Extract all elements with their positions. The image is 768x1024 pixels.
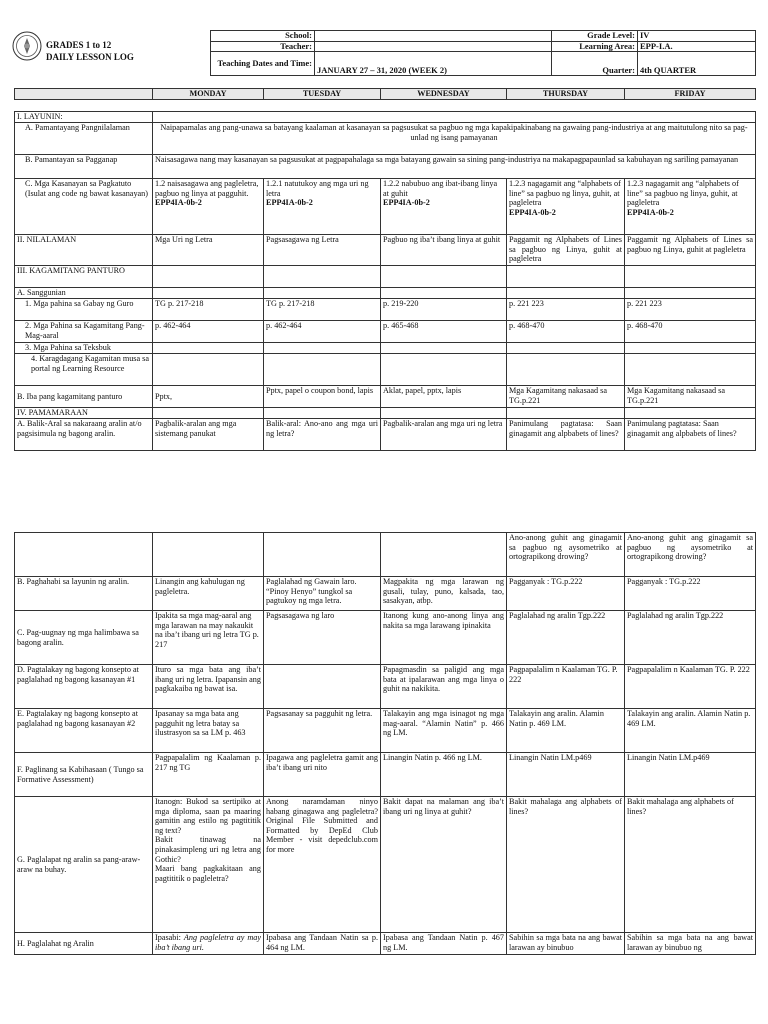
deped-seal-logo — [12, 31, 42, 61]
paglinang-cell: Linangin Natin LM.p469 — [625, 753, 756, 797]
paglalahat-cell: Ipabasa ang Tandaan Natin p. 467 ng LM. — [381, 933, 507, 955]
paglinang-cell: Linangin Natin LM.p469 — [507, 753, 625, 797]
learning-area-value: EPP-I.A. — [638, 41, 756, 52]
mag-aaral-cell: p. 465-468 — [381, 321, 507, 343]
layunin-blank — [153, 112, 756, 123]
iba-cell: Pptx, papel o coupon bond, lapis — [264, 386, 381, 408]
gabay-cell: p. 219-220 — [381, 299, 507, 321]
paglinang-cell: Linangin Natin p. 466 ng LM. — [381, 753, 507, 797]
paghahabi-cell: Pagganyak : TG.p.222 — [625, 577, 756, 611]
pag-uugnay-cell: Itanong kung ano-anong linya ang nakita sa mga larawang ipinakita — [381, 611, 507, 665]
pagtalakay-2-cell: Pagsasanay sa pagguhit ng letra. — [264, 709, 381, 753]
grade-level-value: IV — [638, 31, 756, 42]
paglalapat-cell: Bakit mahalaga ang alphabets of lines? — [625, 797, 756, 933]
row-label-gabay-ng-guro: 1. Mga pahina sa Gabay ng Guro — [15, 299, 153, 321]
balik-aral-cell: Panimulang pagtatasa: Saan ginagamit ang alpbabets of lines? — [507, 419, 625, 451]
continued-cell: Ano-anong guhit ang ginagamit sa pagbuo ng aysometriko at ortograpikong drowing? — [507, 533, 625, 577]
gabay-cell: p. 221 223 — [507, 299, 625, 321]
row-label-pagtalakay-2: E. Pagtalakay ng bagong konsepto at paglalahad ng bagong kasanayan #2 — [15, 709, 153, 753]
pag-uugnay-cell: Paglalahad ng aralin Tgp.222 — [625, 611, 756, 665]
pag-uugnay-cell: Ipakita sa mga mag-aaral ang mga larawan na may nakaukit na iba’t ibang uri ng letra TG p. 217 — [153, 611, 264, 665]
row-label-kasanayan: C. Mga Kasanayan sa Pagkatuto (Isulat ang code ng bawat kasanayan) — [15, 179, 153, 235]
row-label-pagtalakay-1: D. Pagtalakay ng bagong konsepto at paglalahad ng bagong kasanayan #1 — [15, 665, 153, 709]
day-friday: FRIDAY — [625, 89, 756, 100]
pagtalakay-2-cell: Ipasanay sa mga bata ang pagguhit ng letra batay sa ilustrasyon sa sa LM p. 463 — [153, 709, 264, 753]
learning-area-label: Learning Area: — [552, 41, 638, 52]
header-info-table — [210, 30, 756, 76]
row-label-paglalahat: H. Paglalahat ng Aralin — [15, 933, 153, 955]
mag-aaral-cell: p. 462-464 — [264, 321, 381, 343]
iba-cell: Mga Kagamitang nakasaad sa TG.p.221 — [625, 386, 756, 408]
nilalaman-cell: Pagsasagawa ng Letra — [264, 235, 381, 266]
paglalapat-cell: Bakit dapat na malaman ang iba’t ibang uri ng linya at guhit? — [381, 797, 507, 933]
form-title-dll: DAILY LESSON LOG — [46, 52, 134, 62]
paglalapat-cell: Anong naramdaman ninyo habang ginagawa ang pagleletra? Original File Submitted and Formatted by DepEd Club Member - visit depedclub.com for more — [264, 797, 381, 933]
balik-aral-cell: Balik-aral: Ano-ano ang mga uri ng letra? — [264, 419, 381, 451]
kasanayan-cell: 1.2.2 nabubuo ang ibat-ibang linya at guhit EPP4IA-0b-2 — [381, 179, 507, 235]
weekday-header-row — [14, 88, 756, 100]
section-pamamaraan: IV. PAMAMARAAN — [15, 408, 153, 419]
nilalaman-cell: Paggamit ng Alphabets of Lines sa pagbuo ng Linya, guhit at pagleletra — [507, 235, 625, 266]
school-label: School: — [211, 31, 315, 42]
paglinang-cell: Ipagawa ang pagleletra gamit ang iba’t ibang uri nito — [264, 753, 381, 797]
mag-aaral-cell: p. 468-470 — [625, 321, 756, 343]
paglalapat-cell: Bakit mahalaga ang alphabets of lines? — [507, 797, 625, 933]
row-label-pag-uugnay: C. Pag-uugnay ng mga halimbawa sa bagong aralin. — [15, 611, 153, 665]
day-header-blank — [15, 89, 153, 100]
gabay-cell: TG p. 217-218 — [153, 299, 264, 321]
kasanayan-cell: 1.2.1 natutukoy ang mga uri ng letra EPP4IA-0b-2 — [264, 179, 381, 235]
paglalahat-cell: Sabihin sa mga bata na ang bawat larawan ay binubuo — [507, 933, 625, 955]
row-label-paghahabi: B. Paghahabi sa layunin ng aralin. — [15, 577, 153, 611]
teacher-value — [315, 41, 552, 52]
pagtalakay-2-cell: Talakayin ang mga isinagot ng mga mag-aaral. “Alamin Natin” p. 466 ng LM. — [381, 709, 507, 753]
iba-cell: Mga Kagamitang nakasaad sa TG.p.221 — [507, 386, 625, 408]
iba-cell: Pptx, — [153, 386, 264, 408]
row-label-balik-aral: A. Balik-Aral sa nakaraang aralin at/o pagsisimula ng bagong aralin. — [15, 419, 153, 451]
nilalaman-cell: Mga Uri ng Letra — [153, 235, 264, 266]
row-label-paglinang: F. Paglinang sa Kabihasaan ( Tungo sa Formative Assessment) — [15, 753, 153, 797]
paghahabi-cell: Magpakita ng mga larawan ng gusali, tulay, puno, kalsada, tao, sasakyan, atbp. — [381, 577, 507, 611]
day-thursday: THURSDAY — [507, 89, 625, 100]
paglalahat-cell: Ipabasa ang Tandaan Natin sa p. 464 ng LM. — [264, 933, 381, 955]
section-layunin: I. LAYUNIN: — [15, 112, 153, 123]
kasanayan-cell: 1.2.3 nagagamit ang “alphabets of line” sa pagbuo ng linya, guhit, at pagleletra EPP4IA-0b-2 — [507, 179, 625, 235]
row-label-pamantayan-sa-pagganap: B. Pamantayan sa Pagganap — [15, 155, 153, 179]
row-label-pamantayang-pangnilalaman: A. Pamantayang Pangnilalaman — [15, 123, 153, 155]
lesson-log-table-page2 — [14, 532, 756, 955]
mag-aaral-cell: p. 462-464 — [153, 321, 264, 343]
row-label-nilalaman: II. NILALAMAN — [15, 235, 153, 266]
paglalahat-cell: Sabihin sa mga bata na ang bawat larawan ay binubuo ng — [625, 933, 756, 955]
paglinang-cell: Pagpapalalim ng Kaalaman p. 217 ng TG — [153, 753, 264, 797]
row-label-iba-pang-kagamitan: B. Iba pang kagamitang panturo — [15, 386, 153, 408]
nilalaman-cell: Paggamit ng Alphabets of Lines sa pagbuo ng Linya, guhit at pagleletra — [625, 235, 756, 266]
gabay-cell: p. 221 223 — [625, 299, 756, 321]
kasanayan-cell: 1.2.3 nagagamit ang “alphabets of line” sa pagbuo ng linya, guhit, at pagleletra EPP4IA-0b-2 — [625, 179, 756, 235]
pagtalakay-1-cell: Papagmasdin sa paligid ang mga bata at ipalarawan ang mga linya o guhit na nakikita. — [381, 665, 507, 709]
iba-cell: Aklat, papel, pptx, lapis — [381, 386, 507, 408]
row-label-paglalapat: G. Paglalapat ng aralin sa pang-araw-araw na buhay. — [15, 797, 153, 933]
day-tuesday: TUESDAY — [264, 89, 381, 100]
school-value — [315, 31, 552, 42]
paghahabi-cell: Pagganyak : TG.p.222 — [507, 577, 625, 611]
balik-aral-cell: Panimulang pagtatasa: Saan ginagamit ang alpbabets of lines? — [625, 419, 756, 451]
pagtalakay-2-cell: Talakayin ang aralin. Alamin Natin p. 469 LM. — [507, 709, 625, 753]
gabay-cell: TG p. 217-218 — [264, 299, 381, 321]
row-label-sanggunian: A. Sanggunian — [15, 288, 153, 299]
balik-aral-cell: Pagbalik-aralan ang mga uri ng letra — [381, 419, 507, 451]
pamantayan-sa-pagganap-text: Naisasagawa nang may kasanayan sa pagsusukat at pagpapahalaga sa mga batayang gawain sa sining pang-industriya na makapagpapaunlad sa kabuhayan ng sariling pamayanan — [153, 155, 756, 179]
continued-cell: Ano-anong guhit ang ginagamit sa pagbuo ng aysometriko at ortograpikong drowing? — [625, 533, 756, 577]
row-label-kagamitang-mag-aaral: 2. Mga Pahina sa Kagamitang Pang-Mag-aaral — [15, 321, 153, 343]
paglalapat-cell: Itanogn: Bukod sa sertipiko at mga diploma, saan pa maaring gamitin ang estilo ng pagtititik ng text? Bakit tinawag na pinakasimpleng uri ng letra ang Gothic? Maari bang pagkakitaan ang pagtititik o pagleletra? — [153, 797, 264, 933]
balik-aral-cell: Pagbalik-aralan ang mga sistemang panukat — [153, 419, 264, 451]
lesson-log-table-page1 — [14, 111, 756, 451]
pagtalakay-1-cell: Pagpapalalim n Kaalaman TG. P. 222 — [507, 665, 625, 709]
teaching-dates-value: JANUARY 27 – 31, 2020 (WEEK 2) — [315, 52, 552, 76]
quarter-value: 4th QUARTER — [638, 52, 756, 76]
mag-aaral-cell: p. 468-470 — [507, 321, 625, 343]
teacher-label: Teacher: — [211, 41, 315, 52]
pagtalakay-1-cell: Pagpapalalim n Kaalaman TG. P. 222 — [625, 665, 756, 709]
nilalaman-cell: Pagbuo ng iba’t ibang linya at guhit — [381, 235, 507, 266]
kasanayan-cell: 1.2 naisasagawa ang pagleletra, pagbuo ng linya at pagguhit. EPP4IA-0b-2 — [153, 179, 264, 235]
pagtalakay-2-cell: Talakayin ang aralin. Alamin Natin p. 469 LM. — [625, 709, 756, 753]
form-title-grades: GRADES 1 to 12 — [46, 40, 112, 50]
pamantayang-pangnilalaman-text: Naipapamalas ang pang-unawa sa batayang kaalaman at kasanayan sa pagsusukat sa pagbuo ng mga kapakipakinabang na gawaing pang-industriya at ang maitutulong nito sa pag-unlad ng isang pamayanan — [153, 123, 756, 155]
grade-level-label: Grade Level: — [552, 31, 638, 42]
teaching-dates-label: Teaching Dates and Time: — [211, 52, 315, 76]
day-monday: MONDAY — [153, 89, 264, 100]
pag-uugnay-cell: Pagsasagawa ng laro — [264, 611, 381, 665]
pagtalakay-1-cell: Ituro sa mga bata ang iba’t ibang uri ng letra. Ipapansin ang pagkakaiba ng bawat isa. — [153, 665, 264, 709]
quarter-label: Quarter: — [552, 52, 638, 76]
paghahabi-cell: Paglalahad ng Gawain laro. “Pinoy Henyo” tungkol sa pagtukoy ng mga letra. — [264, 577, 381, 611]
day-wednesday: WEDNESDAY — [381, 89, 507, 100]
pag-uugnay-cell: Paglalahad ng aralin Tgp.222 — [507, 611, 625, 665]
row-label-teksbuk: 3. Mga Pahina sa Teksbuk — [15, 343, 153, 354]
row-label-karagdagang-kagamitan: 4. Karagdagang Kagamitan musa sa portal ng Learning Resource — [15, 354, 153, 386]
paglalahat-cell: Ipasabi: Ang pagleletra ay may iba’t ibang uri. — [153, 933, 264, 955]
section-kagamitang-panturo: III. KAGAMITANG PANTURO — [15, 266, 153, 288]
paghahabi-cell: Linangin ang kahulugan ng pagleletra. — [153, 577, 264, 611]
